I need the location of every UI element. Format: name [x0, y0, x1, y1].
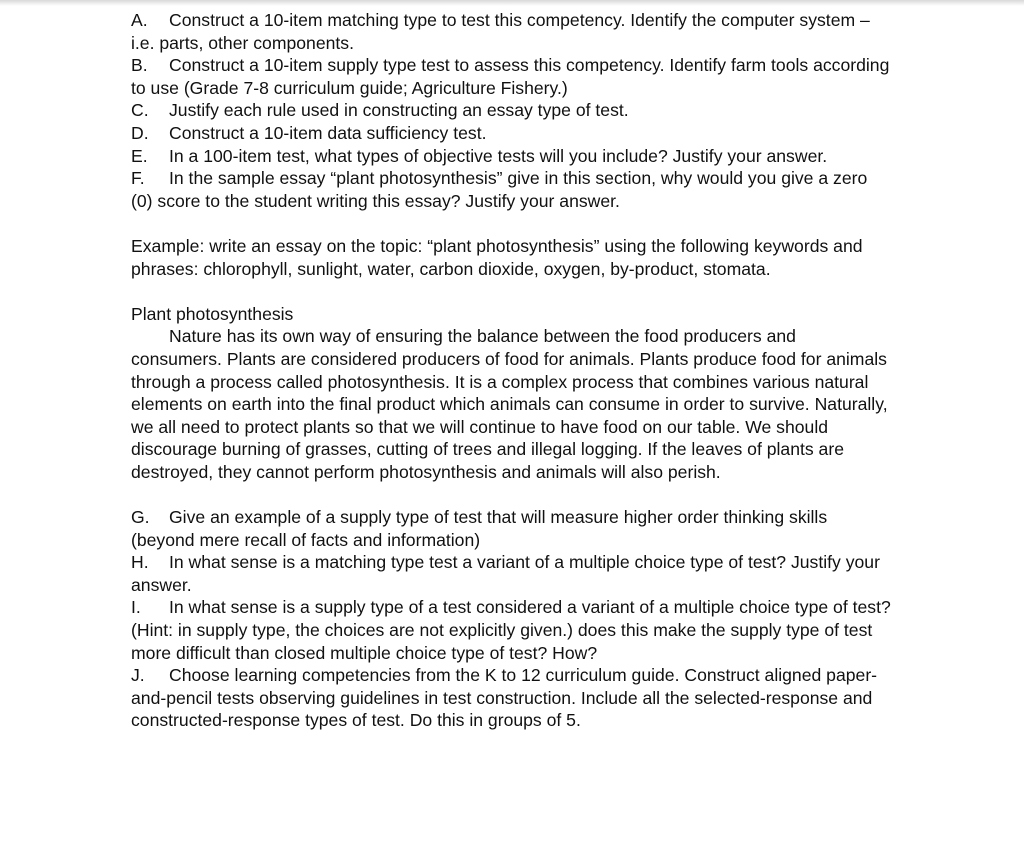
question-label: F.	[131, 168, 145, 189]
question-item-d	[131, 122, 891, 145]
example-prompt: Example: write an essay on the topic: “plant photosynthesis” using the following keywords and phrases: chlorophyll, sunlight, water, carbon dioxide, oxygen, by-product, stomata.	[131, 235, 863, 279]
essay-title: Plant photosynthesis	[131, 303, 294, 324]
question-item-f	[131, 167, 891, 212]
question-text: Construct a 10-item matching type to test this competency. Identify the computer system – i.e. parts, other components.	[131, 10, 870, 53]
question-text: In the sample essay “plant photosynthesis” give in this section, why would you give a zero (0) score to the student writing this essay? Justify your answer.	[131, 168, 868, 211]
question-item-b	[131, 54, 891, 99]
question-label: H.	[131, 552, 149, 573]
question-text: In a 100-item test, what types of objective tests will you include? Justify your answer.	[169, 145, 828, 166]
question-label: I.	[131, 597, 141, 618]
question-label: G.	[131, 507, 150, 528]
question-label: J.	[131, 665, 145, 686]
question-item-e	[131, 145, 891, 168]
question-item-g	[131, 506, 891, 551]
question-label: B.	[131, 55, 148, 76]
question-list-second	[131, 506, 891, 732]
question-item-j	[131, 664, 891, 732]
question-text: Construct a 10-item data sufficiency test.	[169, 122, 487, 143]
question-list-first	[131, 9, 891, 212]
question-text: In what sense is a matching type test a variant of a multiple choice type of test? Justify your answer.	[131, 552, 880, 595]
question-item-h	[131, 551, 891, 596]
question-text: Choose learning competencies from the K to 12 curriculum guide. Construct aligned paper-and-pencil tests observing guidelines in test construction. Include all the selected-response and constructed-response types of test. Do this in groups of 5.	[131, 665, 878, 731]
question-label: D.	[131, 122, 149, 143]
question-text: In what sense is a supply type of a test considered a variant of a multiple choice type of test? (Hint: in supply type, the choices are not explicitly given.) does this make the supply type of test more difficult than closed multiple choice type of test? How?	[131, 597, 891, 663]
question-item-i	[131, 596, 891, 664]
spacer	[131, 483, 891, 506]
question-text: Justify each rule used in constructing an essay type of test.	[169, 100, 629, 121]
question-item-a	[131, 9, 891, 54]
page-top-edge	[0, 0, 1024, 6]
question-item-c	[131, 99, 891, 122]
document-body	[131, 9, 891, 732]
essay-body: Nature has its own way of ensuring the balance between the food producers and consumers. Plants are considered producers of food for animals. Plants produce food for animals through a process called photosynthesis. It is a complex process that combines various natural elements on earth into the final product which animals can consume in order to survive. Naturally, we all need to protect plants so that we will continue to have food on our table. We should discourage burning of grasses, cutting of trees and illegal logging. If the leaves of plants are destroyed, they cannot perform photosynthesis and animals will also perish.	[131, 326, 888, 482]
question-label: C.	[131, 100, 149, 121]
spacer	[131, 212, 891, 235]
question-label: E.	[131, 145, 148, 166]
question-text: Give an example of a supply type of test that will measure higher order thinking skills (beyond mere recall of facts and information)	[131, 507, 828, 550]
spacer	[131, 280, 891, 303]
question-text: Construct a 10-item supply type test to assess this competency. Identify farm tools according to use (Grade 7-8 curriculum guide; Agriculture Fishery.)	[131, 55, 890, 98]
question-label: A.	[131, 10, 148, 30]
